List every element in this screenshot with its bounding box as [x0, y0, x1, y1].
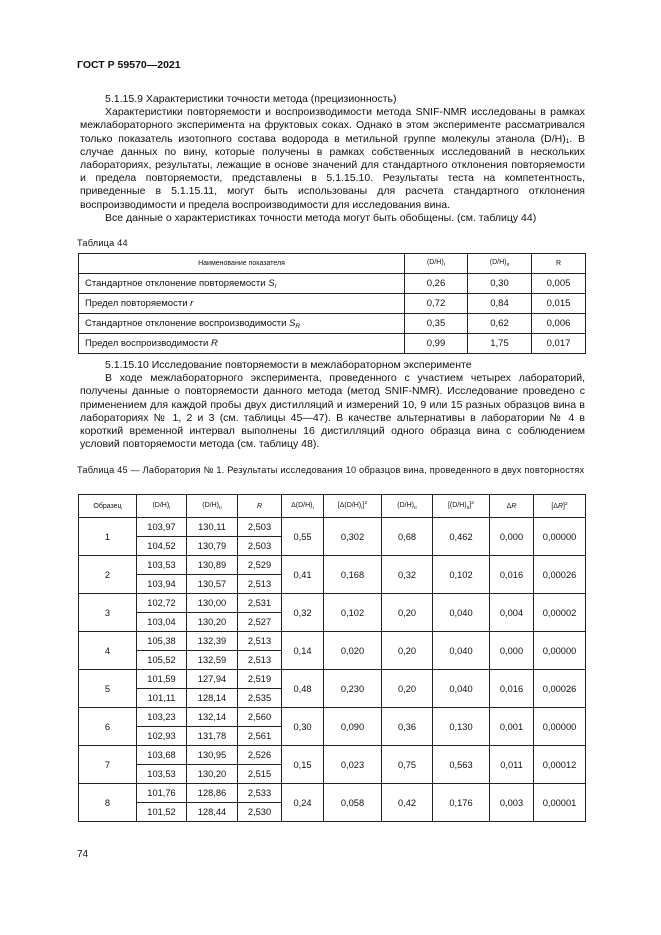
header-cell: $[(D/H)_{II}]^2$ [433, 495, 490, 518]
table-row [79, 314, 586, 334]
value-cell: 130,89 [187, 556, 238, 575]
table-row [79, 594, 586, 613]
sample-id-cell: 8 [79, 784, 137, 822]
value-cell: 0,00001 [534, 784, 586, 822]
value-cell: 0,040 [433, 594, 490, 632]
value-cell: 127,94 [187, 670, 238, 689]
value-cell: 0,015 [532, 294, 586, 314]
value-cell: 101,76 [137, 784, 187, 803]
value-cell: 0,24 [282, 784, 324, 822]
value-cell: 0,003 [490, 784, 534, 822]
value-cell: 0,168 [324, 556, 382, 594]
value-cell: 130,20 [187, 765, 238, 784]
value-cell: 2,529 [238, 556, 282, 575]
value-cell: 0,020 [324, 632, 382, 670]
value-cell: 0,00000 [534, 518, 586, 556]
header-cell: Наименование показателя [79, 254, 405, 274]
value-cell: 130,00 [187, 594, 238, 613]
header-cell: $(D/H)_I$ [405, 254, 468, 274]
header-cell: Образец [79, 495, 137, 518]
value-cell: 132,39 [187, 632, 238, 651]
indicator-name-cell: Стандартное отклонение повторяемости $S_r$ [79, 274, 405, 294]
value-cell: 0,68 [382, 518, 433, 556]
value-cell: 0,011 [490, 746, 534, 784]
value-cell: 0,00026 [534, 670, 586, 708]
table-44 [78, 253, 586, 354]
header-cell: ΔR [490, 495, 534, 518]
value-cell: 0,32 [382, 556, 433, 594]
indicator-name-cell: Предел повторяемости r [79, 294, 405, 314]
table-45 [78, 494, 586, 822]
section-title: 5.1.15.10 Исследование повторяемости в межлабораторном эксперименте [105, 359, 472, 371]
paragraph: В ходе межлабораторного эксперимента, проведенного с участием четырех лабораторий, получены данные о повторяемости данного метода (метод SNIF-NMR). Исследование проведено с применением для каждой пробы двух дистилляций и измерений 10, 9 или 15 разных образцов вина в лабораториях № 1, 2 и 3 (см. таблицы 45—47). В качестве альтернативы в лаборатории № 4 в короткий временной интервал выполнены 16 дистилляций одного образца вина с соблюдением условий повторяемости метода (см. таблицу 48). [80, 372, 585, 451]
value-cell: 132,14 [187, 708, 238, 727]
value-cell: 2,531 [238, 594, 282, 613]
value-cell: 131,78 [187, 727, 238, 746]
value-cell: 103,94 [137, 575, 187, 594]
value-cell: 0,004 [490, 594, 534, 632]
header-cell: $\Delta(D/H)_I$ [282, 495, 324, 518]
value-cell: 0,016 [490, 556, 534, 594]
header-cell: $[\Delta R]^2$ [534, 495, 586, 518]
value-cell: 130,57 [187, 575, 238, 594]
value-cell: 0,30 [468, 274, 532, 294]
value-cell: 101,11 [137, 689, 187, 708]
value-cell: 0,00000 [534, 632, 586, 670]
value-cell: 0,14 [282, 632, 324, 670]
value-cell: 0,62 [468, 314, 532, 334]
value-cell: 0,00012 [534, 746, 586, 784]
value-cell: 0,00026 [534, 556, 586, 594]
value-cell: 105,38 [137, 632, 187, 651]
table-row [79, 632, 586, 651]
value-cell: 2,519 [238, 670, 282, 689]
value-cell: 0,26 [405, 274, 468, 294]
table-45-caption: Таблица 45 — Лаборатория № 1. Результаты исследования 10 образцов вина, проведенного в двух повторностях [77, 465, 585, 475]
section-title: 5.1.15.9 Характеристики точности метода (прецизионность) [105, 93, 397, 105]
value-cell: 104,52 [137, 537, 187, 556]
value-cell: 101,59 [137, 670, 187, 689]
header-cell: R [532, 254, 586, 274]
value-cell: 0,006 [532, 314, 586, 334]
value-cell: 128,44 [187, 803, 238, 822]
value-cell: 2,560 [238, 708, 282, 727]
value-cell: 1,75 [468, 334, 532, 354]
sample-id-cell: 2 [79, 556, 137, 594]
sample-id-cell: 4 [79, 632, 137, 670]
value-cell: 2,503 [238, 537, 282, 556]
section-5-1-15-10 [80, 359, 585, 451]
table-row [79, 670, 586, 689]
value-cell: 0,41 [282, 556, 324, 594]
value-cell: 0,102 [324, 594, 382, 632]
value-cell: 2,503 [238, 518, 282, 537]
table-header-row [79, 254, 586, 274]
value-cell: 102,93 [137, 727, 187, 746]
value-cell: 0,000 [490, 518, 534, 556]
value-cell: 103,23 [137, 708, 187, 727]
value-cell: 102,72 [137, 594, 187, 613]
header-cell: $(D/H)_{II}$ [382, 495, 433, 518]
value-cell: 2,527 [238, 613, 282, 632]
value-cell: 128,14 [187, 689, 238, 708]
paragraph: Все данные о характеристиках точности метода могут быть обобщены. (см. таблицу 44) [105, 211, 537, 224]
sample-id-cell: 6 [79, 708, 137, 746]
header-cell: R [238, 495, 282, 518]
value-cell: 0,42 [382, 784, 433, 822]
value-cell: 0,176 [433, 784, 490, 822]
value-cell: 0,35 [405, 314, 468, 334]
value-cell: 130,79 [187, 537, 238, 556]
value-cell: 0,130 [433, 708, 490, 746]
table-header-row [79, 495, 586, 518]
value-cell: 130,20 [187, 613, 238, 632]
value-cell: 2,526 [238, 746, 282, 765]
value-cell: 0,005 [532, 274, 586, 294]
page-number: 74 [77, 849, 89, 860]
indicator-name-cell: Стандартное отклонение воспроизводимости $S_R$ [79, 314, 405, 334]
value-cell: 0,48 [282, 670, 324, 708]
value-cell: 103,53 [137, 556, 187, 575]
value-cell: 0,20 [382, 594, 433, 632]
sample-id-cell: 5 [79, 670, 137, 708]
value-cell: 2,535 [238, 689, 282, 708]
paragraph: Характеристики повторяемости и воспроизводимости метода SNIF-NMR исследованы в рамках межлабораторного эксперимента на фруктовых соках. Однако в этом эксперименте рассматривался только показатель изотопного состава водорода в метильной группе молекулы этанола (D/H)₁. В случае данных по вину, которые получены в рамках собственных исследований в нескольких лабораториях, результаты, лежащие в основе значений для стандартного отклонения повторяемости и предела повторяемости, представлены в 5.1.15.10. Результаты теста на компетентность, приведенные в 5.1.15.11, могут быть использованы для расчета стандартного отклонения воспроизводимости и предела воспроизводимости для исследования вина. [80, 106, 585, 211]
value-cell: 128,86 [187, 784, 238, 803]
header-cell: $[\Delta(D/H)_I]^2$ [324, 495, 382, 518]
value-cell: 0,090 [324, 708, 382, 746]
sample-id-cell: 1 [79, 518, 137, 556]
value-cell: 0,00000 [534, 708, 586, 746]
value-cell: 0,040 [433, 632, 490, 670]
value-cell: 2,513 [238, 575, 282, 594]
value-cell: 0,302 [324, 518, 382, 556]
value-cell: 0,20 [382, 670, 433, 708]
value-cell: 0,99 [405, 334, 468, 354]
value-cell: 0,001 [490, 708, 534, 746]
table-row [79, 518, 586, 537]
value-cell: 103,04 [137, 613, 187, 632]
value-cell: 0,72 [405, 294, 468, 314]
value-cell: 0,058 [324, 784, 382, 822]
value-cell: 2,513 [238, 632, 282, 651]
value-cell: 0,75 [382, 746, 433, 784]
value-cell: 0,462 [433, 518, 490, 556]
value-cell: 0,017 [532, 334, 586, 354]
value-cell: 130,11 [187, 518, 238, 537]
sample-id-cell: 7 [79, 746, 137, 784]
value-cell: 0,84 [468, 294, 532, 314]
value-cell: 0,36 [382, 708, 433, 746]
value-cell: 0,040 [433, 670, 490, 708]
table-row [79, 708, 586, 727]
value-cell: 0,000 [490, 632, 534, 670]
header-cell: $(D/H)_I$ [137, 495, 187, 518]
header-cell: $(D/H)_{II}$ [187, 495, 238, 518]
value-cell: 2,561 [238, 727, 282, 746]
indicator-name-cell: Предел воспроизводимости R [79, 334, 405, 354]
value-cell: 0,15 [282, 746, 324, 784]
value-cell: 105,52 [137, 651, 187, 670]
table-row [79, 784, 586, 803]
table-row [79, 274, 586, 294]
header-cell: $(D/H)_{II}$ [468, 254, 532, 274]
value-cell: 103,97 [137, 518, 187, 537]
value-cell: 0,230 [324, 670, 382, 708]
value-cell: 103,68 [137, 746, 187, 765]
value-cell: 0,00002 [534, 594, 586, 632]
table-row [79, 294, 586, 314]
value-cell: 2,513 [238, 651, 282, 670]
value-cell: 0,563 [433, 746, 490, 784]
value-cell: 0,20 [382, 632, 433, 670]
value-cell: 2,515 [238, 765, 282, 784]
value-cell: 0,102 [433, 556, 490, 594]
value-cell: 2,530 [238, 803, 282, 822]
value-cell: 0,30 [282, 708, 324, 746]
table-44-caption: Таблица 44 [77, 238, 128, 248]
value-cell: 0,016 [490, 670, 534, 708]
value-cell: 103,53 [137, 765, 187, 784]
value-cell: 130,95 [187, 746, 238, 765]
sample-id-cell: 3 [79, 594, 137, 632]
table-row [79, 334, 586, 354]
section-5-1-15-9 [80, 93, 585, 225]
value-cell: 0,023 [324, 746, 382, 784]
value-cell: 0,55 [282, 518, 324, 556]
table-row [79, 556, 586, 575]
standard-header: ГОСТ Р 59570—2021 [77, 59, 181, 71]
value-cell: 132,59 [187, 651, 238, 670]
value-cell: 2,533 [238, 784, 282, 803]
value-cell: 0,32 [282, 594, 324, 632]
value-cell: 101,52 [137, 803, 187, 822]
table-row [79, 746, 586, 765]
